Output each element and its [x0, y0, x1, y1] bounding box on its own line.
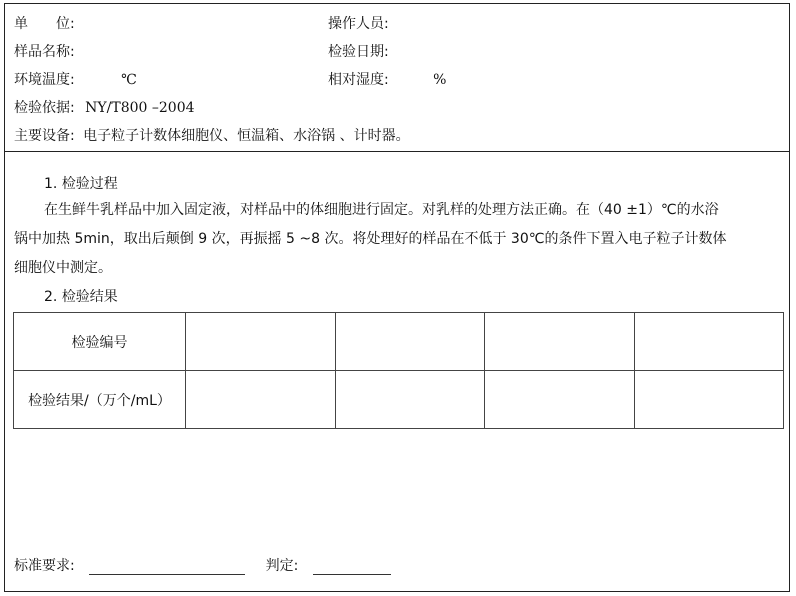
sample-name-label: 样品名称:	[14, 44, 75, 60]
section2-title: 2. 检验结果	[44, 289, 118, 305]
table-cell	[186, 371, 336, 429]
section1-title: 1. 检验过程	[44, 176, 118, 192]
standard-blank	[89, 558, 245, 575]
table-cell	[335, 313, 485, 371]
basis-label: 检验依据:	[14, 100, 75, 116]
section1-body	[14, 196, 784, 283]
standard-label: 标准要求:	[14, 558, 75, 574]
table-cell	[485, 313, 635, 371]
judgment-blank	[313, 558, 391, 575]
rel-humidity-label: 相对湿度:	[328, 72, 389, 88]
operator-field	[328, 13, 389, 33]
rel-humidity-unit: %	[433, 72, 447, 88]
form-frame	[4, 3, 790, 592]
table-cell	[634, 371, 784, 429]
test-date-label: 检验日期:	[328, 44, 389, 60]
table-row	[14, 313, 784, 371]
table-cell	[335, 371, 485, 429]
sample-name-field	[14, 41, 75, 61]
unit-label: 单 位:	[14, 16, 75, 32]
section1-line3: 细胞仪中测定。	[14, 260, 112, 276]
operator-label: 操作人员:	[328, 16, 389, 32]
basis-value: NY/T800 –2004	[85, 100, 195, 116]
env-temp-unit: ℃	[121, 72, 137, 88]
basis-field	[14, 97, 195, 117]
table-cell	[634, 313, 784, 371]
judgment-label: 判定:	[265, 558, 299, 574]
equipment-value: 电子粒子计数体细胞仪、恒温箱、水浴锅 、计时器。	[83, 128, 410, 144]
env-temp-label: 环境温度:	[14, 72, 75, 88]
section1-line1: 在生鲜牛乳样品中加入固定液，对样品中的体细胞进行固定。对乳样的处理方法正确。在（40 ±1）℃的水浴	[44, 202, 719, 218]
footer	[14, 555, 391, 575]
table-row	[14, 371, 784, 429]
unit-field	[14, 13, 75, 33]
results-table	[13, 312, 784, 429]
section1-line2: 锅中加热 5min，取出后颠倒 9 次，再振摇 5 ~8 次。将处理好的样品在不低于 30℃的条件下置入电子粒子计数体	[14, 231, 727, 247]
rel-humidity-field	[328, 69, 446, 89]
table-cell	[485, 371, 635, 429]
header-divider	[4, 151, 790, 152]
test-number-label: 检验编号	[14, 313, 186, 371]
table-cell	[186, 313, 336, 371]
test-date-field	[328, 41, 389, 61]
test-result-label: 检验结果/（万个/mL）	[14, 371, 186, 429]
env-temp-field	[14, 69, 137, 89]
equipment-field	[14, 125, 410, 145]
equipment-label: 主要设备:	[14, 128, 75, 144]
